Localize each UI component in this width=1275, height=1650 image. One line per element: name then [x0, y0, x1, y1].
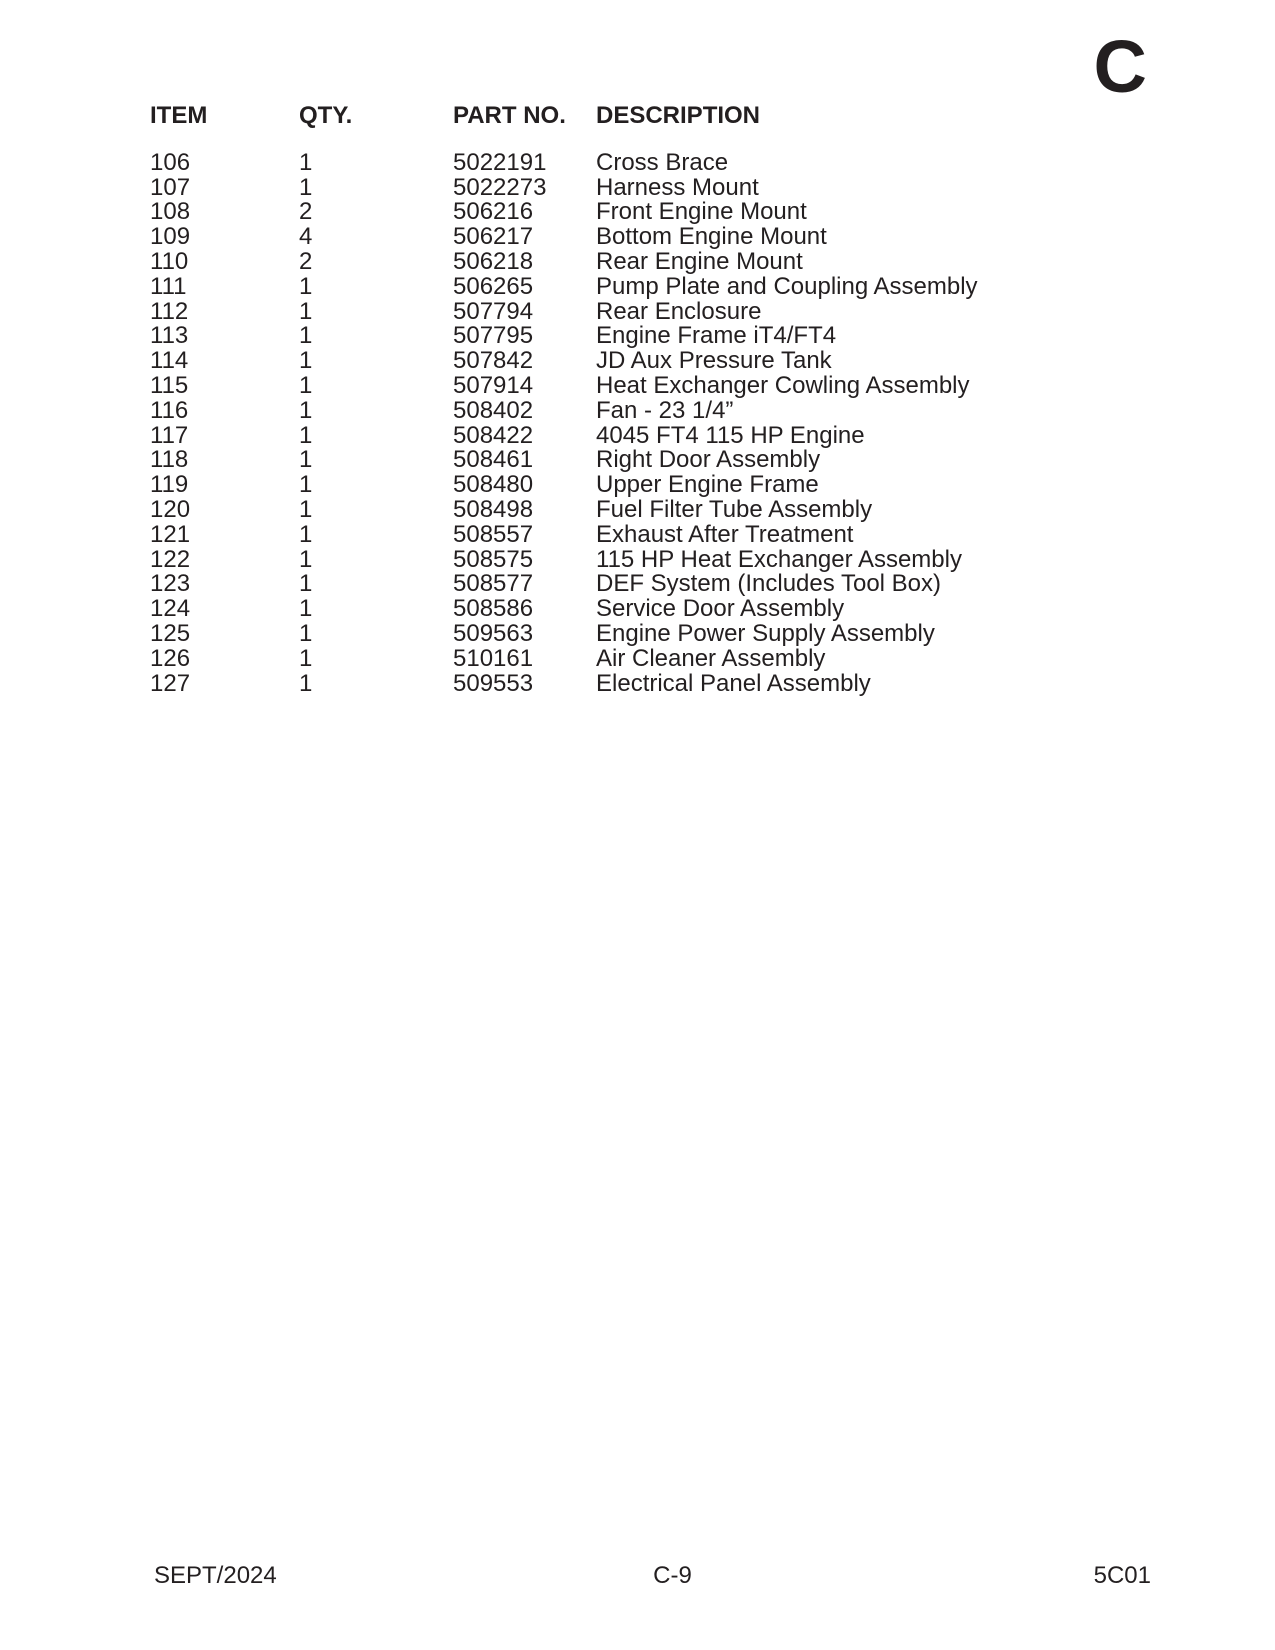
description-cell: Engine Power Supply Assembly: [596, 619, 935, 647]
item-cell: 110: [150, 247, 189, 275]
item-cell: 116: [150, 396, 189, 424]
description-cell: Right Door Assembly: [596, 446, 821, 474]
table-row: [150, 644, 1050, 672]
qty-cell: 1: [299, 495, 313, 523]
item-cell: 108: [150, 198, 191, 226]
part-no-cell: 506265: [453, 272, 534, 300]
part-no-cell: 508402: [453, 396, 534, 424]
table-row: [150, 473, 1050, 498]
item-cell: 127: [150, 669, 191, 697]
description-cell: JD Aux Pressure Tank: [596, 347, 832, 375]
qty-cell: 1: [299, 297, 313, 325]
item-cell: 115: [150, 371, 189, 399]
qty-cell: 2: [299, 247, 313, 275]
part-no-cell: 508422: [453, 421, 534, 449]
part-no-cell: 509553: [453, 669, 534, 697]
table-row: [150, 421, 1050, 449]
item-cell: 123: [150, 570, 191, 598]
description-cell: Service Door Assembly: [596, 595, 845, 623]
item-column-header: ITEM: [150, 102, 208, 129]
part-no-cell: 508480: [453, 471, 534, 499]
description-cell: Exhaust After Treatment: [596, 520, 854, 548]
table-row: [150, 520, 1050, 548]
part-no-cell: 5022273: [453, 173, 547, 201]
part-no-cell: 507842: [453, 347, 534, 375]
qty-cell: 1: [299, 570, 313, 598]
table-row: [150, 173, 1050, 201]
part-no-cell: 5022191: [453, 148, 547, 176]
qty-cell: 1: [299, 421, 313, 449]
qty-cell: 1: [299, 619, 313, 647]
item-cell: 106: [150, 148, 191, 176]
table-row: [150, 324, 1050, 349]
description-cell: 4045 FT4 115 HP Engine: [596, 421, 865, 449]
table-row: [150, 349, 1050, 374]
item-cell: 107: [150, 173, 191, 201]
table-row: [150, 669, 1050, 697]
qty-cell: 1: [299, 520, 313, 548]
description-cell: Front Engine Mount: [596, 198, 807, 226]
qty-cell: 1: [299, 471, 313, 499]
item-cell: 114: [150, 347, 189, 375]
table-row: [150, 148, 1050, 176]
item-cell: 119: [150, 471, 189, 499]
item-cell: 118: [150, 446, 189, 474]
part-no-cell: 508461: [453, 446, 534, 474]
qty-cell: 1: [299, 173, 313, 201]
qty-cell: 1: [299, 272, 313, 300]
table-row: [150, 297, 1050, 325]
part-no-cell: 509563: [453, 619, 534, 647]
qty-cell: 2: [299, 198, 313, 226]
table-row: [150, 572, 1050, 597]
item-cell: 113: [150, 322, 189, 350]
table-row: [150, 272, 1050, 300]
parts-list-body: [150, 148, 1050, 697]
description-cell: Electrical Panel Assembly: [596, 669, 871, 697]
description-cell: Fuel Filter Tube Assembly: [596, 495, 873, 523]
footer-date: SEPT/2024: [154, 1562, 277, 1589]
table-row: [150, 545, 1050, 573]
table-row: [150, 371, 1050, 399]
description-cell: DEF System (Includes Tool Box): [596, 570, 942, 598]
item-cell: 111: [150, 272, 187, 300]
part-no-cell: 507795: [453, 322, 534, 350]
item-cell: 126: [150, 644, 191, 672]
section-letter: C: [1093, 25, 1147, 108]
part-no-cell: 507794: [453, 297, 534, 325]
part-no-cell: 507914: [453, 371, 534, 399]
table-row: [150, 448, 1050, 473]
table-row: [150, 597, 1050, 622]
part-no-cell: 508577: [453, 570, 534, 598]
description-cell: Rear Engine Mount: [596, 247, 803, 275]
footer-page-number: C-9: [653, 1562, 692, 1589]
qty-cell: 1: [299, 396, 313, 424]
description-cell: Harness Mount: [596, 173, 759, 201]
table-row: [150, 396, 1050, 424]
description-cell: Engine Frame iT4/FT4: [596, 322, 837, 350]
item-cell: 112: [150, 297, 189, 325]
item-cell: 121: [150, 520, 191, 548]
description-cell: 115 HP Heat Exchanger Assembly: [596, 545, 962, 573]
qty-column-header: QTY.: [299, 102, 353, 129]
part-no-cell: 506217: [453, 223, 534, 251]
table-row: [150, 619, 1050, 647]
qty-cell: 1: [299, 595, 313, 623]
qty-cell: 1: [299, 371, 313, 399]
item-cell: 125: [150, 619, 191, 647]
qty-cell: 1: [299, 322, 313, 350]
part-no-column-header: PART NO.: [453, 102, 566, 129]
qty-cell: 1: [299, 347, 313, 375]
description-cell: Cross Brace: [596, 148, 729, 176]
part-no-cell: 508498: [453, 495, 534, 523]
item-cell: 109: [150, 223, 191, 251]
description-cell: Upper Engine Frame: [596, 471, 819, 499]
qty-cell: 1: [299, 644, 313, 672]
description-cell: Fan - 23 1/4”: [596, 396, 734, 424]
footer-code: 5C01: [1093, 1562, 1151, 1589]
parts-list: [150, 104, 1050, 696]
part-no-cell: 506216: [453, 198, 534, 226]
part-no-cell: 508575: [453, 545, 534, 573]
part-no-cell: 508557: [453, 520, 534, 548]
table-row: [150, 200, 1050, 225]
description-cell: Heat Exchanger Cowling Assembly: [596, 371, 970, 399]
description-cell: Pump Plate and Coupling Assembly: [596, 272, 978, 300]
part-no-cell: 506218: [453, 247, 534, 275]
qty-cell: 1: [299, 446, 313, 474]
table-row: [150, 225, 1050, 250]
description-cell: Rear Enclosure: [596, 297, 762, 325]
item-cell: 124: [150, 595, 191, 623]
table-row: [150, 247, 1050, 275]
item-cell: 117: [150, 421, 189, 449]
item-cell: 120: [150, 495, 191, 523]
qty-cell: 1: [299, 148, 313, 176]
qty-cell: 1: [299, 669, 313, 697]
page-footer: [0, 1560, 1275, 1592]
description-cell: Air Cleaner Assembly: [596, 644, 826, 672]
table-row: [150, 495, 1050, 523]
part-no-cell: 508586: [453, 595, 534, 623]
parts-list-header: [150, 104, 1050, 129]
qty-cell: 1: [299, 545, 313, 573]
description-column-header: DESCRIPTION: [596, 102, 761, 129]
part-no-cell: 510161: [453, 644, 534, 672]
item-cell: 122: [150, 545, 191, 573]
description-cell: Bottom Engine Mount: [596, 223, 827, 251]
qty-cell: 4: [299, 223, 313, 251]
